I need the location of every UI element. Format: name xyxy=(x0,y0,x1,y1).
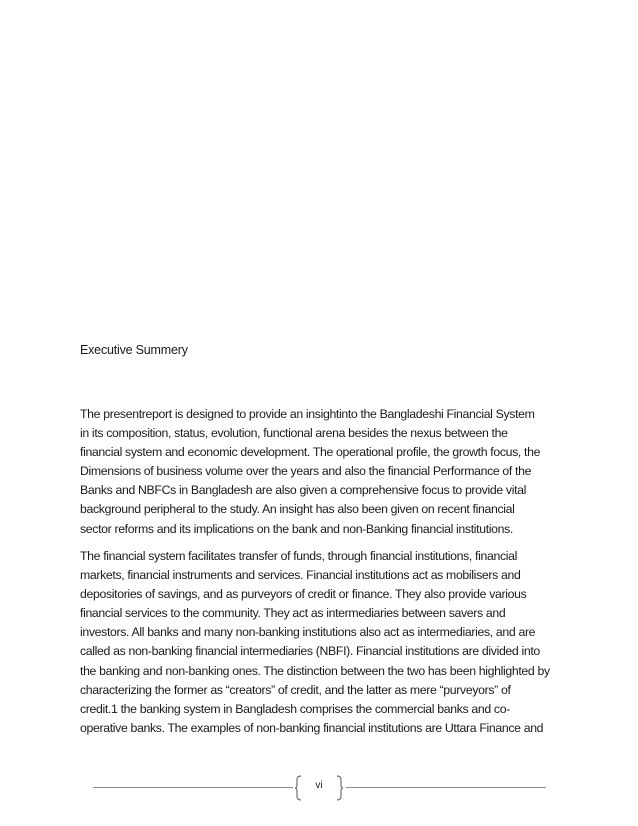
text-line: in its composition, status, evolution, functional arena besides the nexus between the xyxy=(80,426,508,441)
text-line: markets, financial instruments and services. Financial institutions act as mobilisers and xyxy=(80,568,521,583)
section-heading: Executive Summery xyxy=(80,343,188,357)
text-line: financial services to the community. They act as intermediaries between savers and xyxy=(80,606,506,621)
text-line: operative banks. The examples of non-banking financial institutions are Uttara Finance and xyxy=(80,720,544,735)
text-line: The presentreport is designed to provide an insightinto the Bangladeshi Financial System xyxy=(80,407,535,421)
text-line: Dimensions of business volume over the years and also the financial Performance of the xyxy=(80,464,532,479)
right-brace-icon xyxy=(336,775,344,801)
left-brace-icon xyxy=(294,775,302,801)
paragraph-2 xyxy=(80,547,565,738)
text-line: credit.1 the banking system in Bangladesh comprises the commercial banks and co- xyxy=(80,701,510,716)
text-line: investors. All banks and many non-banking institutions also act as intermediaries, and are xyxy=(80,625,536,640)
page-number: vi xyxy=(315,780,323,791)
footer-rule-left xyxy=(93,787,293,788)
text-line: called as non-banking financial intermediaries (NBFI). Financial institutions are divided into xyxy=(80,644,540,659)
text-line: financial system and economic development. The operational profile, the growth focus, the xyxy=(80,445,541,460)
text-line: Banks and NBFCs in Bangladesh are also given a comprehensive focus to provide vital xyxy=(80,483,527,498)
text-line: The financial system facilitates transfer of funds, through financial institutions, financial xyxy=(80,549,518,563)
text-line: the banking and non-banking ones. The distinction between the two has been highlighted by xyxy=(80,663,550,678)
footer-rule-right xyxy=(346,787,546,788)
text-line: background peripheral to the study. An insight has also been given on recent financial xyxy=(80,502,515,517)
text-line: characterizing the former as “creators” of credit, and the latter as mere “purveyors” of xyxy=(80,682,511,697)
text-line: sector reforms and its implications on the bank and non-Banking financial institutions. xyxy=(80,521,513,536)
paragraph-1 xyxy=(80,405,565,539)
text-line: depositories of savings, and as purveyors of credit or finance. They also provide various xyxy=(80,587,527,602)
